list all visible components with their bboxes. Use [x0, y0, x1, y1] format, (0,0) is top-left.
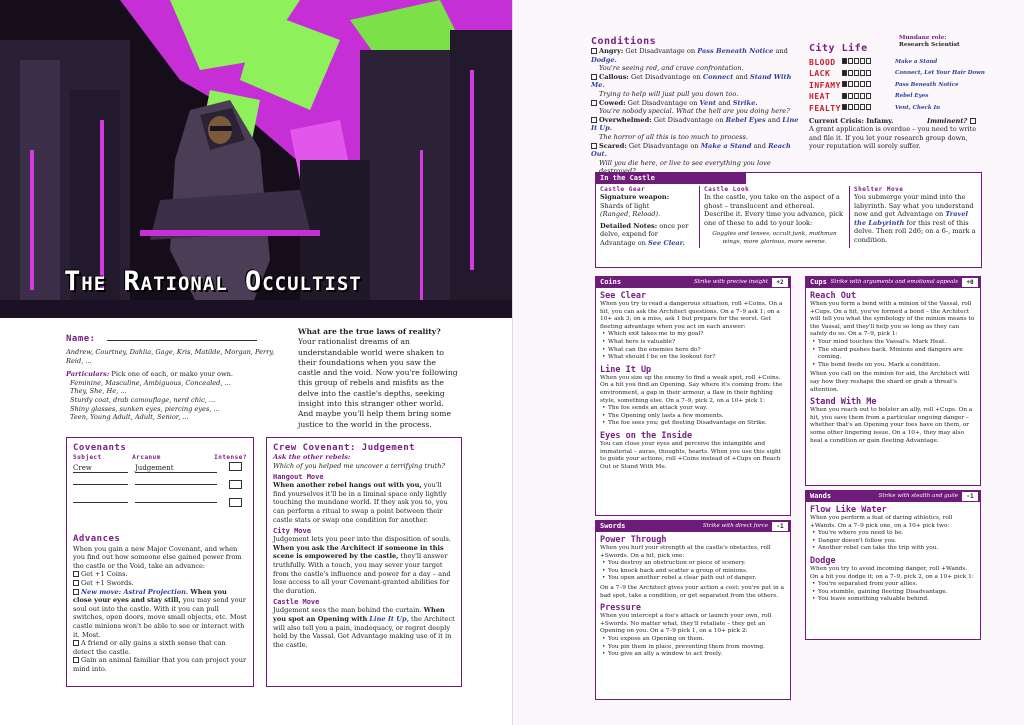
- track-box[interactable]: [866, 70, 871, 76]
- cover-artwork: [0, 0, 512, 318]
- intro-question: What are the true laws of reality?: [298, 327, 441, 336]
- advance-item[interactable]: Gain an animal familiar that you can project your mind into.: [73, 656, 247, 673]
- advances-intro: When you gain a new Major Covenant, and when you find out how someone else gained power from the castle or the Void, take an advance:: [73, 544, 242, 570]
- track-box[interactable]: [848, 81, 853, 87]
- castle-move-text: Judgement sees the man behind the curtain. When you spot an Opening with Line It Up, the Architect will also tell you a pain, inadequacy, or regret deeply held by the Vassal. Get Advantage making use of it in the castle.: [273, 606, 455, 649]
- condition-flavor: Will you die here, or live to see everything you love: [599, 158, 771, 167]
- condition-effect: Get Disadvantage on: [628, 141, 699, 150]
- track-move: Pass Beneath Notice: [895, 81, 959, 88]
- particulars-list: [66, 379, 291, 422]
- track-boxes: [841, 70, 895, 79]
- swords-title: Swords: [600, 522, 626, 530]
- covenant-subject-blank[interactable]: [73, 484, 128, 485]
- track-box[interactable]: [866, 93, 871, 99]
- condition-item[interactable]: [591, 99, 806, 108]
- name-options: Andrew, Courtney, Dahlia, Gage, Kris, Matilde, Morgan, Perry, Reid, ...: [66, 348, 275, 365]
- cups-title: Cups: [810, 278, 827, 286]
- track-box[interactable]: [860, 104, 865, 110]
- condition-name: Callous:: [599, 72, 629, 81]
- condition-checkbox[interactable]: [591, 117, 597, 123]
- name-input-line[interactable]: [107, 340, 257, 341]
- condition-name: Overwhelmed:: [599, 115, 652, 124]
- track-name: LACK: [809, 69, 831, 79]
- city-track: [809, 69, 989, 81]
- track-box[interactable]: [866, 81, 871, 87]
- track-move: Connect, Let Your Hair Down: [895, 70, 985, 77]
- shelter-move-col: Shelter Move You submerge your mind into the labyrinth. Say what you understand now and get Advantage on Travel the Labyrinth for this rest of this delve. Then roll 2d6; on a 6-, mark a condition.: [854, 186, 976, 244]
- shelter-move-title: Shelter Move: [854, 186, 904, 193]
- track-name: FEALTY: [809, 103, 841, 113]
- move-option: • You leave something valuable behind.: [810, 596, 976, 604]
- particulars-line: Feminine, Masculine, Ambiguous, Concealed, ...: [70, 378, 231, 387]
- coins-title: Coins: [600, 278, 622, 286]
- condition-effect: Get Disadvantage on: [653, 115, 724, 124]
- name-section: [66, 326, 291, 422]
- move-text: When you try to avoid incoming danger, roll +Wands. On a hit you dodge it; on a 7–9, pick 2, on a 10+ pick 1:: [810, 565, 974, 580]
- castle-gear-col: Castle Gear Signature weapon: Shards of light (Ranged, Reload). Detailed Notes: once per delve, expend for Advantage on See Clear.: [600, 186, 700, 248]
- advance-checkbox[interactable]: [73, 657, 79, 663]
- particulars-line: Shiny glasses, sunken eyes, piercing eyes, ...: [70, 404, 220, 413]
- cups-box: [805, 276, 981, 486]
- move-option: • What here is valuable?: [600, 339, 786, 347]
- move-text: You can close your eyes and perceive the intangible and immaterial – auras, thoughts, hearts. When you use this sight to guide your actions, roll +Coins instead of +Cups on Reach Out or Stand With Me.: [600, 440, 782, 470]
- intro-text: [298, 327, 458, 430]
- track-boxes: [841, 81, 895, 90]
- particulars-line: They, She, He, ...: [70, 387, 127, 396]
- in-the-castle-box: [595, 172, 982, 268]
- swords-header: [596, 521, 790, 532]
- castle-gear-title: Castle Gear: [600, 186, 646, 193]
- move-title: Reach Out: [810, 291, 857, 301]
- cups-tagline: Strike with arguments and emotional appeals: [830, 279, 958, 285]
- castle-look-title: Castle Look: [704, 186, 750, 193]
- city-life-section: [809, 36, 989, 151]
- imminent-checkbox[interactable]: [970, 118, 976, 124]
- cups-stat-value[interactable]: +0: [962, 278, 978, 287]
- advance-item[interactable]: New move: Astral Projection. When you close your eyes and stay still, you may send your soul out into the castle. With it you can pull switches, open doors, move small objects, etc. Most castle minions won't be able to see or interact with it. Most.: [73, 587, 247, 639]
- condition-move: Strike.: [732, 98, 758, 107]
- particulars-line: Sturdy coat, drab camouflage, nerd chic, ...: [70, 395, 216, 404]
- track-box[interactable]: [848, 70, 853, 76]
- condition-checkbox[interactable]: [591, 100, 597, 106]
- condition-join: and: [735, 72, 748, 81]
- condition-move: Reach Out.: [591, 141, 791, 159]
- hangout-move-text: When another rebel hangs out with you, you'll find yourselves it'll be in a liminal space only lightly touching the mundane world. If they ask you to, you can perform a ritual to swap a point between their castle stats or swap one condition for another.: [273, 481, 448, 524]
- advance-checkbox[interactable]: [73, 640, 79, 646]
- move-option: • Which exit takes me to my goal?: [600, 331, 786, 339]
- move-option: • You destroy an obstruction or piece of scenery.: [600, 560, 786, 568]
- coins-header: [596, 277, 790, 288]
- coins-box: [595, 276, 791, 516]
- intense-checkbox[interactable]: [229, 462, 242, 471]
- conditions-list: [591, 47, 806, 176]
- intro-body: Your rationalist dreams of an understandable world were shaken to their foundations when you saw the castle and the void. Now you're following this group of rebels and misfits as the delve into the castle's depths, seeking insight into this stranger other world. And maybe you'll help them bring some justice to the world in the process.: [298, 337, 458, 429]
- move-text: When you form a bond with a minion of the Vassal, roll +Cups. On a hit, you've formed a bond – the Architect will tell you what the symbology of the minion means to the Vassal, and they'll help you so long as they can safely do so. On a 7–9, pick 1:: [810, 301, 975, 338]
- particulars-intro: Pick one of each, or make your own.: [111, 370, 233, 379]
- condition-name: Angry:: [599, 47, 624, 55]
- track-box[interactable]: [866, 104, 871, 110]
- condition-move: Rebel Eyes: [725, 115, 766, 124]
- move-title: Pressure: [600, 603, 641, 614]
- castle-look-col: Castle Look In the castle, you take on the aspect of a ghost – translucent and ethereal. Describe it. Every time you advance, pick one of these to add to your look: Goggles and lenses, occult junk, mothman wings, more glorious, more serene.: [700, 186, 850, 248]
- condition-move: Connect: [702, 72, 734, 81]
- move-after: On a 7–9 the Architect gives your action a cost: you're put in a bad spot, take a condition, or get separated from the others.: [600, 584, 784, 599]
- move-option: • Your mind touches the Vassal's. Mark Heat.: [810, 339, 976, 347]
- crisis-text: A grant application is overdue – you need to write and file it. If you let your research group down, your reputation will sorely suffer.: [809, 125, 977, 151]
- condition-flavor: You're seeing red, and crave confrontation.: [599, 64, 744, 73]
- track-name: BLOOD: [809, 57, 836, 67]
- condition-join: and: [718, 98, 731, 107]
- track-box[interactable]: [860, 93, 865, 99]
- covenants-table: [73, 462, 247, 512]
- condition-move: Pass Beneath Notice: [697, 47, 774, 55]
- intense-checkbox[interactable]: [229, 498, 242, 507]
- hangout-move-title: Hangout Move: [273, 473, 324, 482]
- move-text: When you perform a feat of daring athletics, roll +Wands. On a 7–9 pick one, on a 10+ pick two:: [810, 515, 953, 529]
- move-title: Stand With Me: [810, 397, 877, 408]
- track-box[interactable]: [842, 70, 847, 76]
- track-box[interactable]: [866, 58, 871, 64]
- track-boxes: [841, 58, 895, 67]
- track-box[interactable]: [854, 93, 859, 99]
- advance-item[interactable]: Get +1 Coins.: [73, 570, 247, 579]
- track-box[interactable]: [842, 58, 847, 64]
- move-option: • You're where you need to be.: [810, 530, 976, 538]
- condition-effect: Get Disadvantage on: [630, 72, 701, 81]
- track-name: HEAT: [809, 92, 831, 102]
- condition-flavor: The horror of all this is too much to process.: [599, 132, 748, 141]
- move-after: When you call on the minion for aid, the Architect will say how they reshape the shard or grab a threat's attention.: [810, 371, 970, 393]
- track-box[interactable]: [842, 104, 847, 110]
- covenant-subject-blank[interactable]: [73, 502, 128, 503]
- right-page: [512, 0, 1024, 725]
- track-box[interactable]: [860, 70, 865, 76]
- condition-move: Make a Stand: [700, 141, 752, 150]
- crew-question: Which of you helped me uncover a terrifying truth?: [273, 461, 446, 470]
- track-box[interactable]: [848, 93, 853, 99]
- move-option: • The Opening only lasts a few moments.: [600, 413, 786, 421]
- castle-columns: [596, 184, 981, 250]
- move-title: Dodge: [810, 555, 836, 566]
- advances-title: Advances: [73, 533, 121, 544]
- condition-join: and: [775, 47, 788, 55]
- condition-checkbox[interactable]: [591, 143, 597, 149]
- track-move: Rebel Eyes: [895, 93, 929, 100]
- track-boxes: [841, 104, 895, 113]
- covenant-arcanum-blank[interactable]: [135, 502, 217, 503]
- move-option: • What can the enemies here do?: [600, 347, 786, 355]
- advances-list: [73, 570, 247, 673]
- col-subject: Subject: [73, 454, 102, 461]
- move-title: See Clear: [600, 291, 647, 301]
- condition-move: Line It Up.: [591, 115, 799, 133]
- wands-moves: [806, 505, 980, 604]
- city-life-title: City Life: [809, 43, 868, 54]
- move-text: When you intercept a foe's attack or launch your own, roll +Swords. No matter what, they'll retaliate – they get an Opening on you. On a 7–9 pick 1, on a 10+ pick 2:: [600, 613, 772, 635]
- move-option: • You're separated from your allies.: [810, 581, 976, 589]
- wands-tagline: Strike with stealth and guile: [878, 493, 958, 499]
- cups-header: [806, 277, 980, 288]
- condition-effect: Get Disadvantage on: [625, 47, 696, 55]
- conditions-title: Conditions: [591, 36, 657, 47]
- particulars-label: Particulars:: [66, 370, 110, 379]
- move-option: • You pin them in place, preventing them from moving.: [600, 644, 786, 652]
- track-box[interactable]: [860, 58, 865, 64]
- track-box[interactable]: [848, 58, 853, 64]
- advance-checkbox[interactable]: [73, 580, 79, 586]
- city-track: [809, 103, 989, 115]
- cups-moves: [806, 291, 980, 445]
- track-box[interactable]: [854, 81, 859, 87]
- crisis-label: Current Crisis: Infamy.: [809, 116, 894, 125]
- condition-item[interactable]: [591, 142, 806, 159]
- col-intense: Intense?: [214, 454, 247, 461]
- name-label: Name:: [66, 334, 96, 344]
- track-box[interactable]: [842, 93, 847, 99]
- city-move-title: City Move: [273, 527, 311, 536]
- imminent-toggle[interactable]: Imminent?: [927, 117, 978, 126]
- advance-checkbox[interactable]: [73, 589, 79, 595]
- condition-join: and: [753, 141, 766, 150]
- move-title: Line It Up: [600, 364, 652, 375]
- mundane-role: Mundane role: Research Scientist: [899, 35, 960, 48]
- coins-stat-value[interactable]: +2: [772, 278, 788, 287]
- condition-item[interactable]: [591, 116, 806, 133]
- conditions-section: [591, 36, 806, 176]
- city-life-tracks: [809, 57, 989, 115]
- move-option: • What should I be on the lookout for?: [600, 354, 786, 362]
- track-name: INFAMY: [809, 80, 841, 90]
- covenant-subject[interactable]: Crew: [73, 464, 128, 473]
- track-box[interactable]: [860, 81, 865, 87]
- crew-ask-label: Ask the other rebels:: [273, 453, 351, 461]
- track-box[interactable]: [854, 104, 859, 110]
- intense-checkbox[interactable]: [229, 480, 242, 489]
- castle-move-title: Castle Move: [273, 598, 320, 607]
- condition-item[interactable]: [591, 47, 806, 64]
- wands-header: [806, 491, 980, 502]
- move-option: • You stumble, gaining fleeting Disadvantage.: [810, 589, 976, 597]
- city-track: [809, 57, 989, 69]
- col-arcanum: Arcanum: [132, 454, 161, 461]
- advance-checkbox[interactable]: [73, 571, 79, 577]
- track-box[interactable]: [848, 104, 853, 110]
- track-box[interactable]: [854, 58, 859, 64]
- covenants-header: [73, 454, 247, 462]
- condition-effect: Get Disadvantage on: [627, 98, 698, 107]
- covenant-arcanum[interactable]: Judgement: [135, 464, 217, 473]
- condition-checkbox[interactable]: [591, 74, 597, 80]
- coins-tagline: Strike with precise insight: [694, 279, 768, 285]
- advance-item[interactable]: A friend or ally gains a sixth sense that can detect the castle.: [73, 639, 226, 656]
- covenants-advances-box: [66, 437, 254, 687]
- condition-item[interactable]: [591, 73, 806, 90]
- city-track: [809, 92, 989, 104]
- move-text: When you hurl your strength at the castle's obstacles, roll +Swords. On a hit, pick one:: [600, 545, 771, 559]
- swords-box: [595, 520, 791, 700]
- condition-join: and: [767, 115, 781, 124]
- covenants-title: Covenants: [73, 443, 127, 453]
- move-option: • The foe sends an attack your way.: [600, 405, 786, 413]
- move-option: • You open another rebel a clear path out of danger.: [600, 575, 786, 583]
- condition-name: Cowed:: [599, 98, 626, 107]
- move-option: • You give an ally a window to act freely.: [600, 651, 786, 659]
- city-track: [809, 80, 989, 92]
- move-text: When you reach out to bolster an ally, roll +Cups. On a hit, you save them from a particular ongoing danger – whether that's an Opening your foes have on them, or some other lingering issue. On a 10+, they may also heal a condition or gain fleeting Advantage.: [810, 407, 973, 444]
- condition-checkbox[interactable]: [591, 48, 597, 54]
- move-option: • The foe sees you; get fleeting Disadvantage on Strike.: [600, 420, 786, 428]
- signature-weapon: Shards of light: [600, 201, 650, 210]
- wands-title: Wands: [810, 492, 832, 500]
- move-option: • Danger doesn't follow you.: [810, 538, 976, 546]
- track-box[interactable]: [854, 70, 859, 76]
- current-crisis: [809, 117, 989, 126]
- track-boxes: [841, 93, 895, 102]
- move-title: Flow Like Water: [810, 505, 887, 515]
- swords-tagline: Strike with direct force: [702, 523, 768, 529]
- swords-stat-value[interactable]: -1: [772, 522, 788, 531]
- condition-flavor: Trying to help will just pull you down too.: [599, 89, 739, 98]
- move-title: Eyes on the Inside: [600, 430, 693, 441]
- move-title: Power Through: [600, 535, 667, 545]
- covenant-arcanum-blank[interactable]: [135, 484, 217, 485]
- track-move: Make a Stand: [895, 58, 938, 65]
- condition-move: Vent: [699, 98, 717, 107]
- move-option: • You knock back and scatter a group of minions.: [600, 568, 786, 576]
- particulars-line: Teen, Young Adult, Adult, Senior, ...: [70, 413, 189, 422]
- crew-covenant-box: [266, 437, 462, 687]
- track-move: Vent, Check In: [895, 104, 941, 111]
- character-title: The Rational Occultist: [64, 266, 362, 297]
- swords-moves: [596, 535, 790, 659]
- city-move-text: Judgement lets you peer into the disposition of souls. When you ask the Architect if someone in this scene is empowered by the castle, they'll answer truthfully. With a touch, you may sever your target from the castle's influence and power for a day – and lose access to all your Covenant-granted abilities for the duration.: [273, 535, 451, 595]
- move-text: When you try to read a dangerous situation, roll +Coins. On a hit, you can ask the Architect questions. On a 7–9 ask 1; on a 10+ ask 3; on a miss, ask 1 but prepare for the worst. Get fleeting advantage when you act on each answer:: [600, 301, 783, 330]
- wands-box: [805, 490, 981, 640]
- move-option: • The shard pushes back. Minions and dangers are coming.: [810, 347, 976, 362]
- in-the-castle-title: In the Castle: [596, 173, 746, 184]
- move-option: • Another rebel can take the trip with you.: [810, 545, 976, 553]
- condition-move: Stand With Me.: [591, 72, 792, 90]
- coins-moves: [596, 291, 790, 471]
- condition-move: Dodge.: [591, 55, 617, 64]
- track-box[interactable]: [842, 81, 847, 87]
- advance-item[interactable]: Get +1 Swords.: [73, 579, 247, 588]
- condition-flavor: You're nobody special. What the hell are you doing here?: [599, 107, 790, 116]
- move-option: • You expose an Opening on them.: [600, 636, 786, 644]
- move-option: • The bond feeds on you. Mark a condition.: [810, 362, 976, 370]
- condition-name: Scared:: [599, 141, 627, 150]
- crew-covenant-title: Crew Covenant: Judgement: [273, 443, 416, 453]
- move-text: When you size up the enemy to find a weak spot, roll +Coins. On a hit you find an Opening. Say where it's coming from: the environment, a gap in their armour, a flaw in their fighting style, something else. On a 7–9, pick 2, on a 10+ pick 1:: [600, 374, 783, 404]
- wands-stat-value[interactable]: -1: [962, 492, 978, 501]
